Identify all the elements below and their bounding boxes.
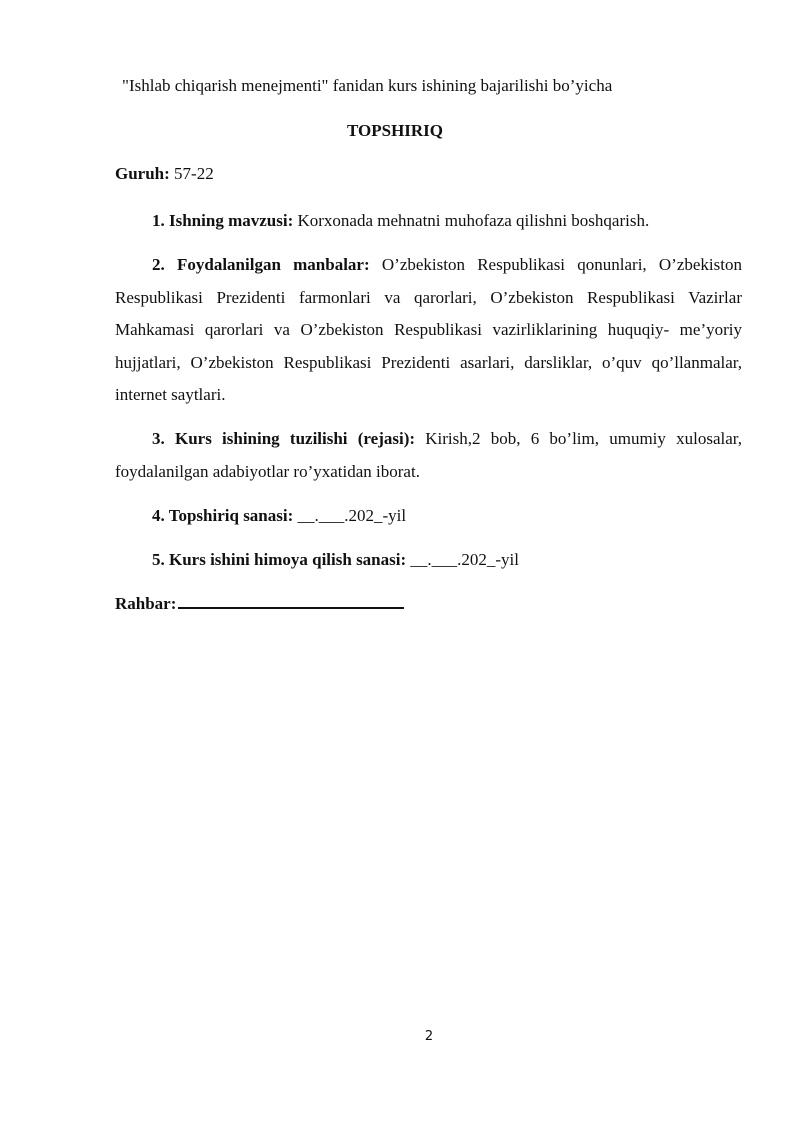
item-topic-label: 1. Ishning mavzusi: [152,211,294,230]
course-heading: "Ishlab chiqarish menejmenti" fanidan kurs ishining bajarilishi bo’yicha [122,76,613,95]
item-assignment-date-text: __.___.202_-yil [293,506,407,525]
supervisor-line [115,588,742,621]
supervisor-signature-blank [178,591,404,609]
group-label: Guruh: [115,164,170,183]
group-line [115,164,214,184]
item-assignment-date [115,500,742,533]
document-title: TOPSHIRIQ [346,121,444,140]
item-defense-date-label: 5. Kurs ishini himoya qilish sanasi: [152,550,407,569]
item-topic-text: Korxonada mehnatni muhofaza qilishni boshqarish. [293,211,650,230]
item-defense-date [115,544,742,577]
item-sources-text: O’zbekiston Respublikasi qonunlari, O’zbekiston Respublikasi Prezidenti farmonlari va qarorlari, O’zbekiston Respublikasi Vazirlar Mahkamasi qarorlari va O’zbekiston Respublikasi vazirliklarining huquqiy- me’yoriy hujjatlari, O’zbekiston Respublikasi Prezidenti asarlari, darsliklar, o’quv qo’llanmalar, internet saytlari. [115,255,742,404]
supervisor-label: Rahbar: [115,594,177,613]
item-assignment-date-label: 4. Topshiriq sanasi: [152,506,294,525]
item-structure-text: Kirish,2 bob, 6 bo’lim, umumiy xulosalar, foydalanilgan adabiyotlar ro’yxatidan iborat. [115,429,742,481]
item-defense-date-text: __.___.202_-yil [406,550,519,569]
item-sources [115,249,742,412]
page-number: 2 [424,1029,434,1044]
group-value: 57-22 [169,164,214,183]
item-structure [115,423,742,488]
item-structure-label: 3. Kurs ishining tuzilishi (rejasi): [152,429,416,448]
item-sources-label: 2. Foydalanilgan manbalar: [152,255,370,274]
item-topic [115,205,742,238]
